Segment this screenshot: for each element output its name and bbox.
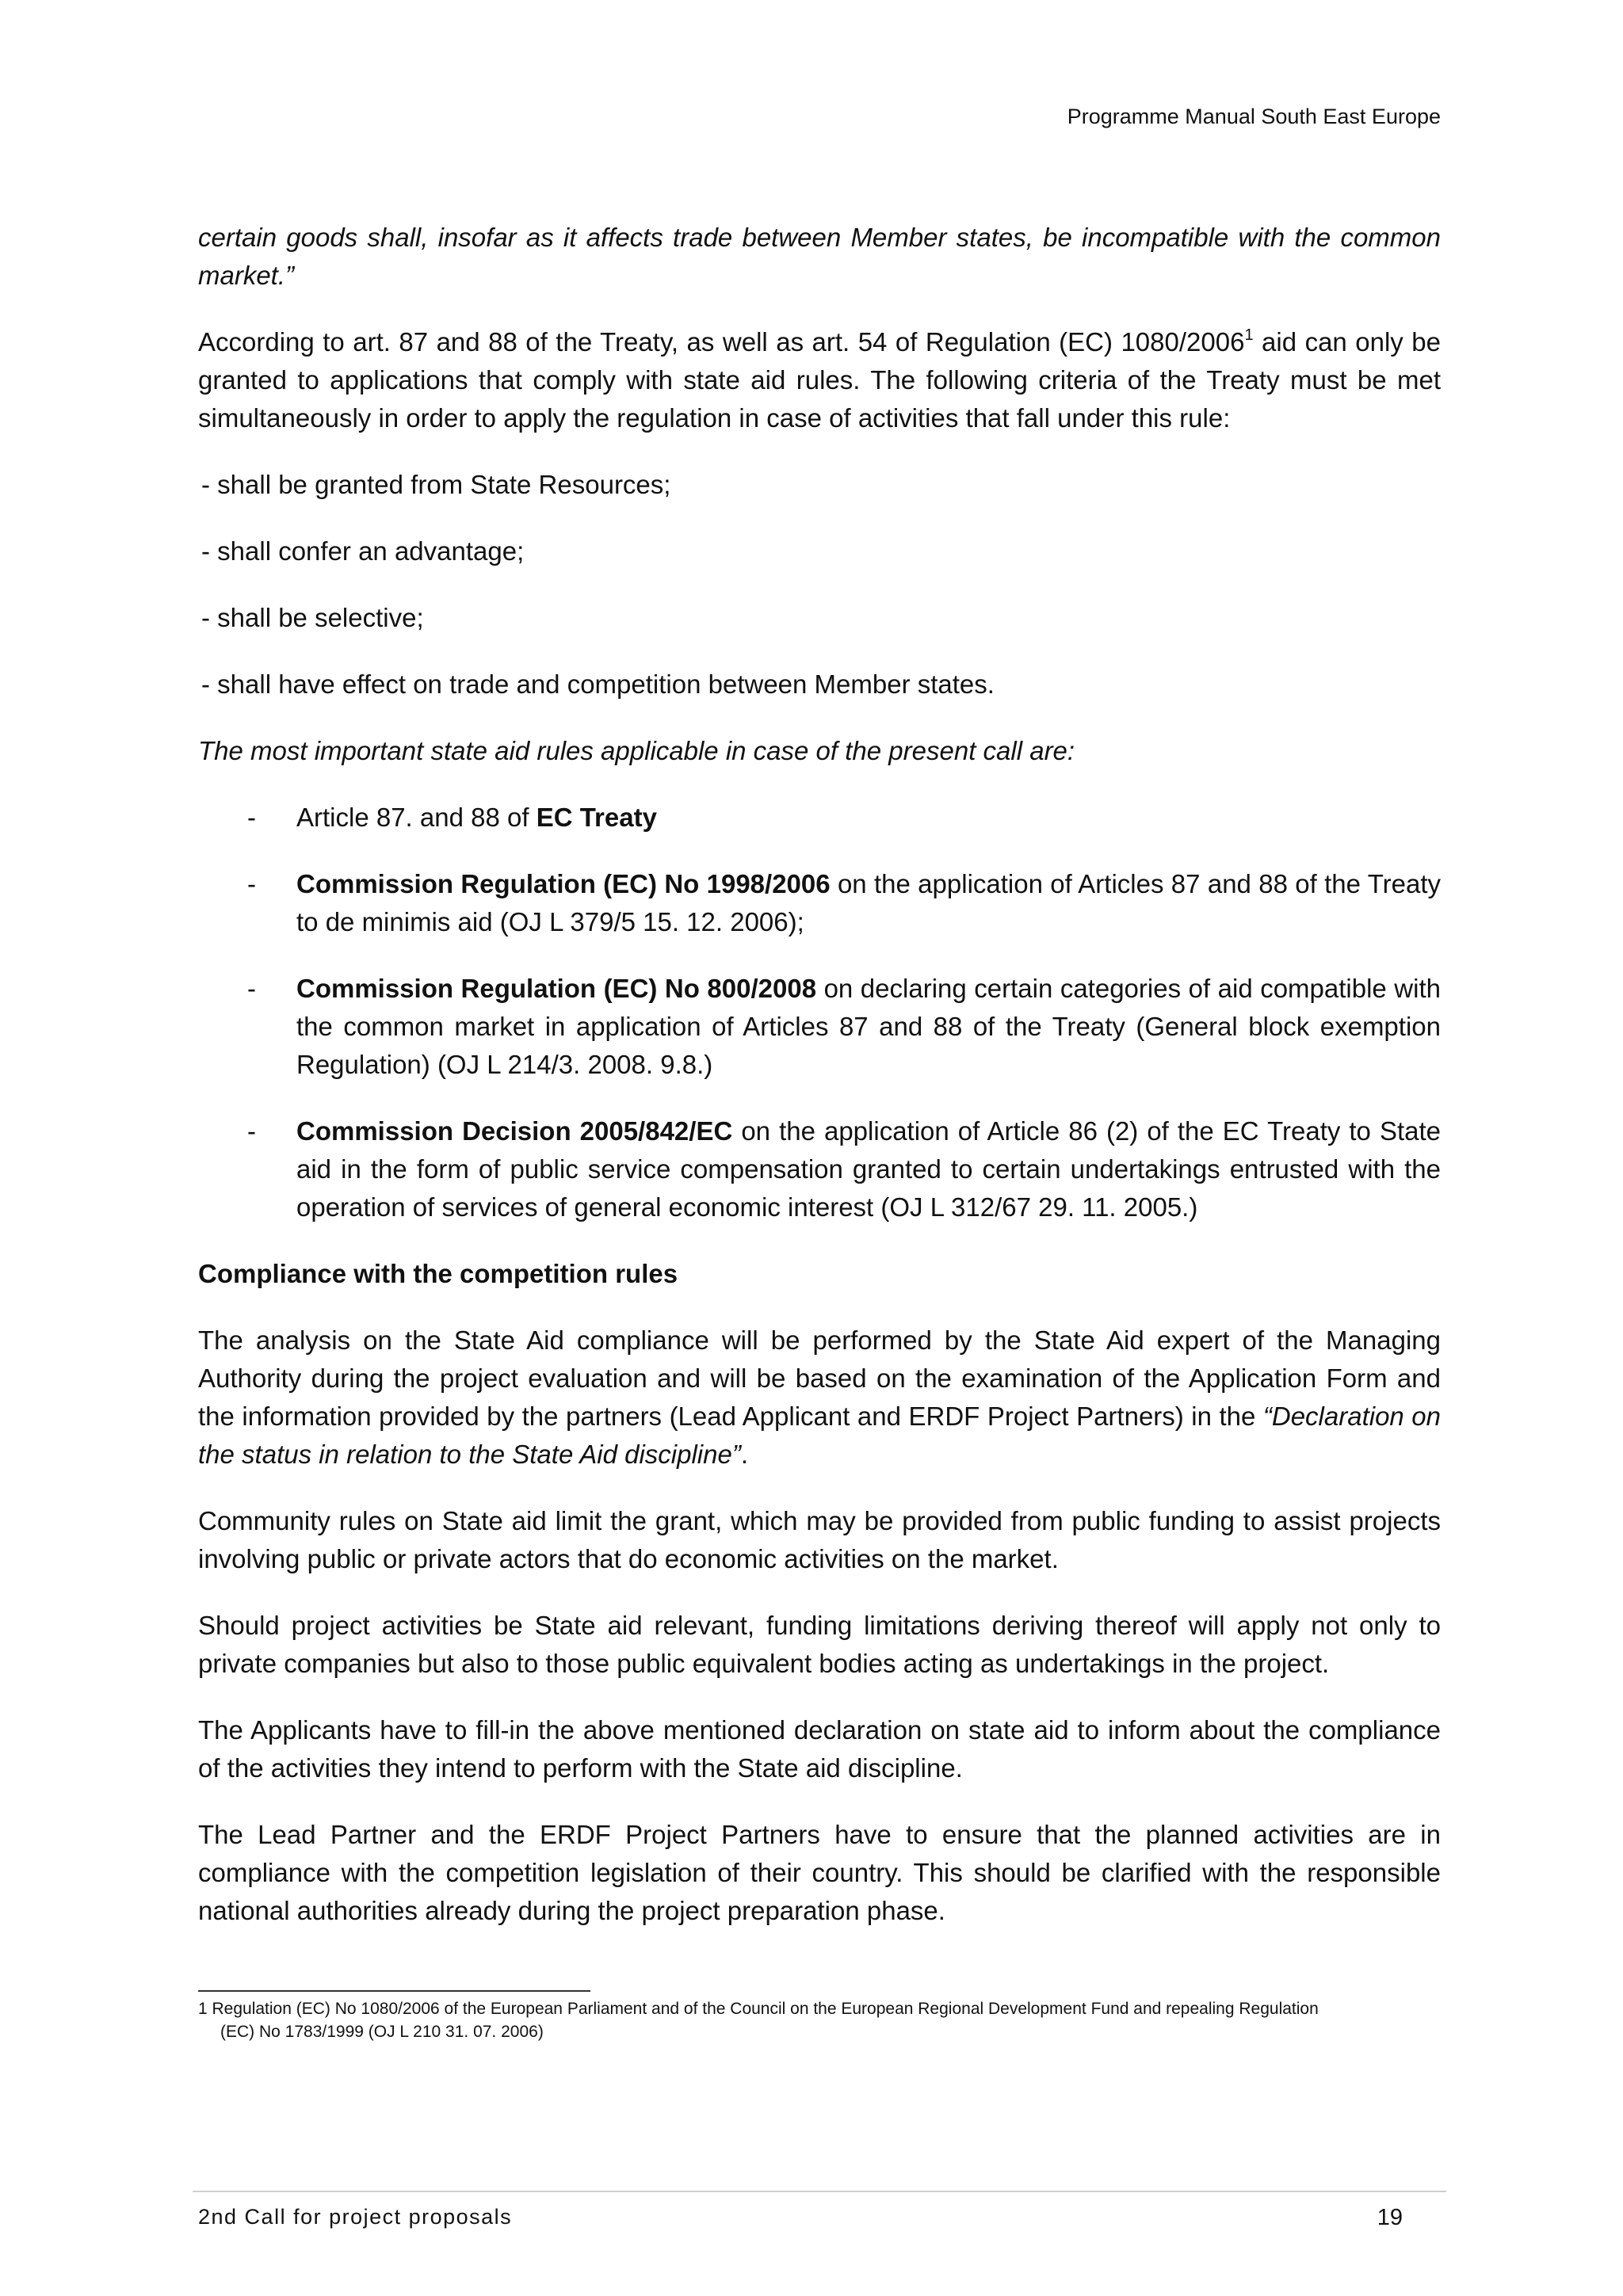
rule-text: on the application of Article 86 (2) of the EC Treaty to State aid in the form of public service compensation granted to certain undertakings entrusted with the operation of services of general economic interest (OJ L 312/67 29. 11. 2005.) [296,1116,1441,1222]
footnote-ref[interactable]: 1 [1244,326,1254,344]
paragraph-applicants: The Applicants have to fill-in the above mentioned declaration on state aid to inform about the compliance of the activities they intend to perform with the State aid discipline. [198,1715,1441,1783]
paragraph-text: aid can only be granted to applications that comply with state aid rules. The following criteria of the Treaty must be met simultaneously in order to apply the regulation in case of activities that fall under this rule: [198,327,1441,433]
list-dash: - [247,974,256,1003]
rule-item [198,970,1441,1084]
criteria-item: - shall confer an advantage; [201,536,525,566]
rules-list [198,799,1441,1226]
criteria-item: - shall be selective; [201,603,424,632]
footnote-separator [198,1990,590,1992]
criteria-item: - shall have effect on trade and competition between Member states. [201,669,995,699]
footnote-line: (EC) No 1783/1999 (OJ L 210 31. 07. 2006) [220,2023,544,2041]
rule-item [198,1112,1441,1226]
paragraph-funding-limits: Should project activities be State aid relevant, funding limitations deriving thereof will apply not only to private companies but also to those public equivalent bodies acting as undertakings in the project. [198,1611,1441,1678]
rule-text: on declaring certain categories of aid compatible with the common market in application of Articles 87 and 88 of the Treaty (General block exemption Regulation) (OJ L 214/3. 2008. 9.8.) [296,974,1441,1079]
running-header: Programme Manual South East Europe [1067,105,1441,128]
paragraph-community-rules: Community rules on State aid limit the grant, which may be provided from public funding to assist projects involving public or private actors that do economic activities on the market. [198,1506,1441,1573]
paragraph-text: The analysis on the State Aid compliance will be performed by the State Aid expert of the Managing Authority during the project evaluation and will be based on the examination of the Application Form and the information provided by the partners (Lead Applicant and ERDF Project Partners) in the [198,1325,1441,1431]
footnote-line: 1 Regulation (EC) No 1080/2006 of the European Parliament and of the Council on the European Regional Development Fund and repealing Regulation [198,2000,1319,2018]
rule-title: EC Treaty [536,803,657,832]
rule-text: Article 87. and 88 of [296,803,537,832]
quote-continuation: certain goods shall, insofar as it affects trade between Member states, be incompatible with the common market.” [198,223,1441,290]
list-dash: - [247,869,256,898]
rule-text: on the application of Articles 87 and 88 of the Treaty to de minimis aid (OJ L 379/5 15. 12. 2006); [296,869,1441,936]
criteria-item: - shall be granted from State Resources; [201,470,671,499]
footer-separator [193,2191,1446,2192]
rule-title: Commission Regulation (EC) No 1998/2006 [296,869,831,898]
section-heading: Compliance with the competition rules [198,1259,678,1288]
paragraph-text: According to art. 87 and 88 of the Treaty, as well as art. 54 of Regulation (EC) 1080/2006 [198,327,1245,357]
rule-title: Commission Decision 2005/842/EC [296,1116,733,1146]
paragraph-lead-partner: The Lead Partner and the ERDF Project Partners have to ensure that the planned activities are in compliance with the competition legislation of their country. This should be clarified with the responsible national authorities already during the project preparation phase. [198,1820,1441,1925]
rule-title: Commission Regulation (EC) No 800/2008 [296,974,817,1003]
list-dash: - [247,1116,256,1146]
paragraph-analysis [198,1322,1441,1474]
page-number: 19 [1377,2205,1403,2230]
declaration-title: “Declaration on the status in relation to the State Aid discipline” [198,1402,1442,1469]
page-body [198,219,1441,1930]
rule-item [198,799,1441,837]
rule-item [198,865,1441,941]
rules-intro: The most important state aid rules applicable in case of the present call are: [198,736,1075,765]
paragraph-text: . [740,1440,749,1469]
footnote [198,1997,1441,2043]
paragraph-treaty-articles [198,323,1441,437]
list-dash: - [247,803,256,832]
footer-title: 2nd Call for project proposals [198,2205,513,2229]
